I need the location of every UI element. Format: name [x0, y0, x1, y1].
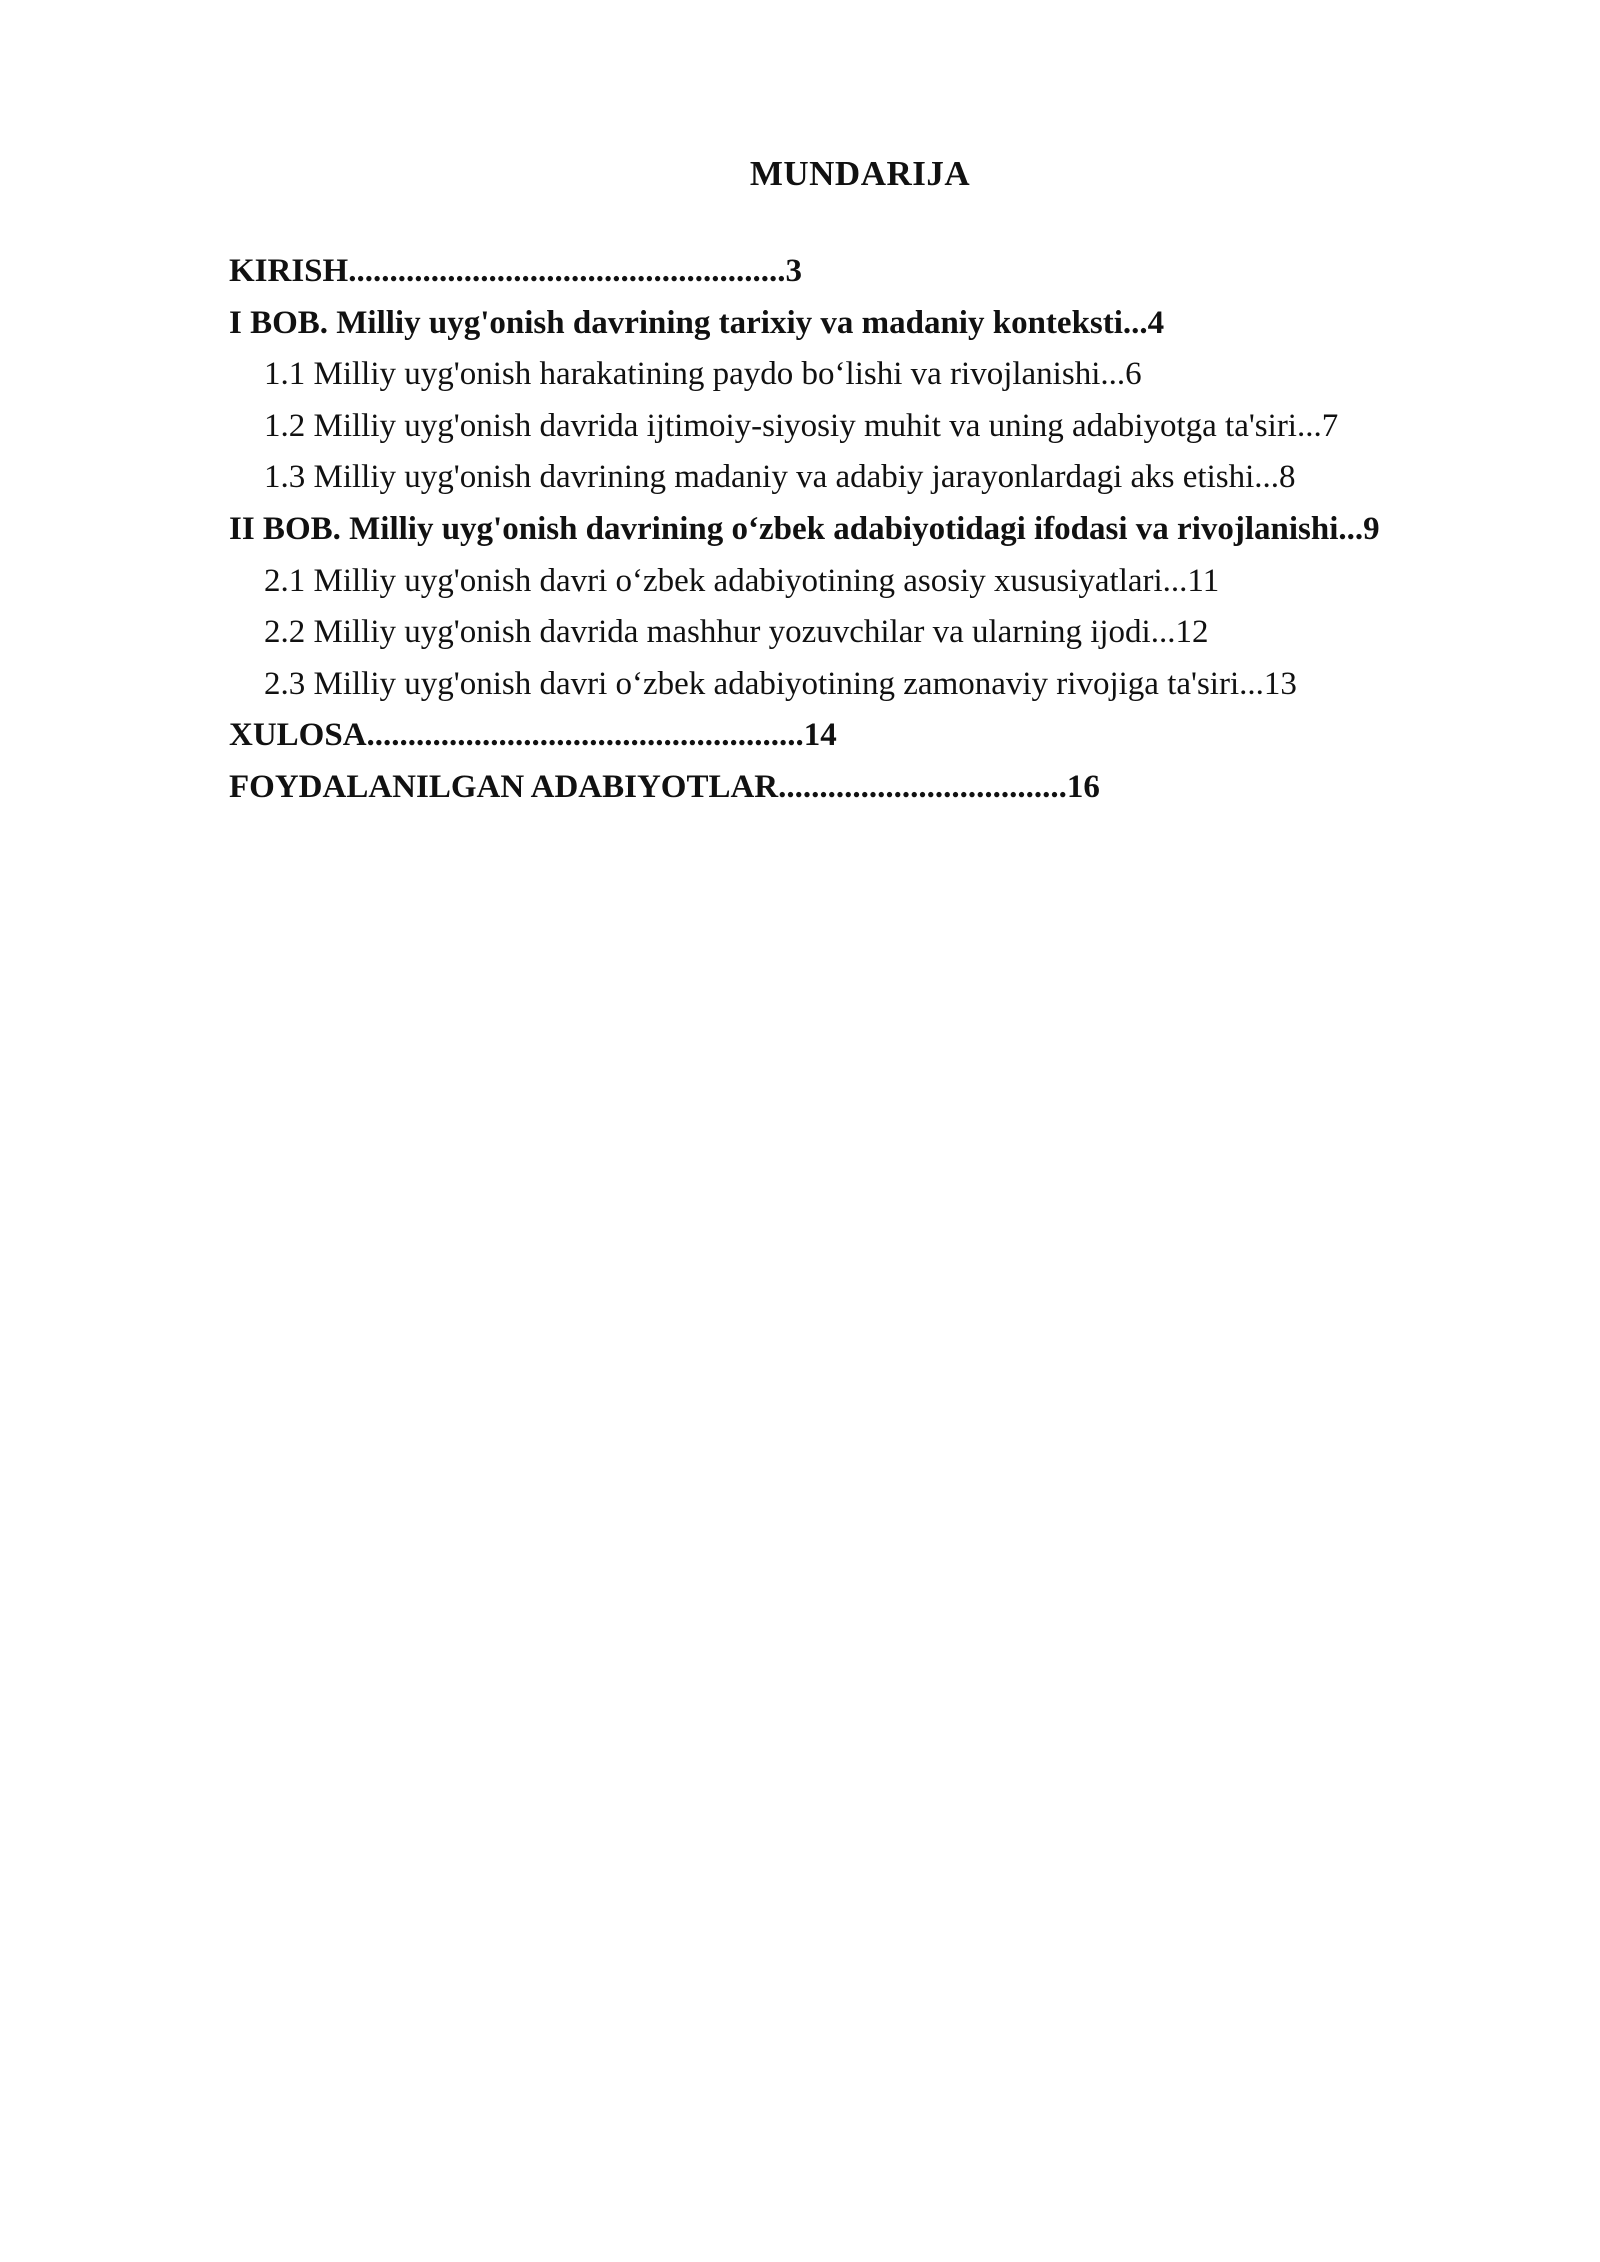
table-of-contents: [229, 246, 1509, 814]
toc-entry-section-1-1: 1.1 Milliy uyg'onish harakatining paydo bo‘lishi va rivojlanishi...6: [264, 356, 1142, 393]
toc-entry-references: FOYDALANILGAN ADABIYOTLAR...................................16: [229, 768, 1100, 805]
toc-entry-xulosa: XULOSA.....................................................14: [229, 717, 837, 754]
toc-entry-section-2-3: 2.3 Milliy uyg'onish davri o‘zbek adabiyotining zamonaviy rivojiga ta'siri...13: [264, 665, 1297, 702]
toc-entry-chapter-1: I BOB. Milliy uyg'onish davrining tarixiy va madaniy konteksti...4: [229, 304, 1165, 341]
toc-entry-section-2-1: 2.1 Milliy uyg'onish davri o‘zbek adabiyotining asosiy xususiyatlari...11: [264, 562, 1220, 599]
toc-title: MUNDARIJA: [749, 154, 971, 193]
toc-entry-chapter-2: II BOB. Milliy uyg'onish davrining o‘zbek adabiyotidagi ifodasi va rivojlanishi...9: [229, 510, 1380, 547]
toc-entry-kirish: KIRISH.....................................................3: [229, 253, 802, 289]
toc-entry-section-2-2: 2.2 Milliy uyg'onish davrida mashhur yozuvchilar va ularning ijodi...12: [264, 614, 1209, 651]
toc-entry-section-1-2: 1.2 Milliy uyg'onish davrida ijtimoiy-siyosiy muhit va uning adabiyotga ta'siri...7: [264, 407, 1339, 444]
toc-entry-section-1-3: 1.3 Milliy uyg'onish davrining madaniy va adabiy jarayonlardagi aks etishi...8: [264, 459, 1296, 496]
